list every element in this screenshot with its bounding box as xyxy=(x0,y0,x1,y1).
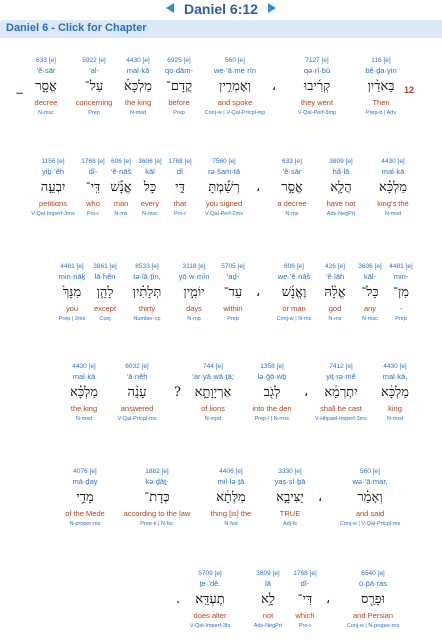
hebrew-word[interactable]: יִבְעֵ֣ה xyxy=(40,180,66,195)
morphology-link[interactable]: N-ms xyxy=(114,211,128,217)
strongs-link[interactable]: 4481 [e] xyxy=(389,263,413,270)
transliteration: bê·ḏa·yin xyxy=(365,66,397,75)
morphology-link[interactable]: Pro-r xyxy=(173,211,187,217)
morphology-link[interactable]: N-msc xyxy=(142,211,158,217)
transliteration: mal·kā xyxy=(126,66,150,75)
strongs-link[interactable]: 3809 [e] xyxy=(329,158,353,165)
morphology-link[interactable]: Prep xyxy=(395,316,407,322)
morphology-link[interactable]: N-ms xyxy=(285,211,299,217)
transliteration: min- xyxy=(393,272,409,281)
english-gloss: petitions xyxy=(39,199,67,208)
strongs-link[interactable]: 116 [e] xyxy=(371,57,391,64)
english-gloss: of lions xyxy=(201,404,225,413)
word-card xyxy=(266,468,314,527)
strongs-link[interactable]: 560 [e] xyxy=(360,468,380,475)
morphology-link[interactable]: Prep xyxy=(88,110,100,116)
english-gloss: and Persian xyxy=(352,611,394,620)
english-gloss: concerning xyxy=(75,98,113,107)
transliteration: tə·lā·ṯîn, xyxy=(133,272,161,281)
strongs-link[interactable]: 1882 [e] xyxy=(145,468,169,475)
strongs-link[interactable]: 744 [e] xyxy=(203,363,223,370)
transliteration: mal·kā xyxy=(72,372,96,381)
punctuation-mark: ، xyxy=(304,385,309,400)
word-card xyxy=(114,468,200,527)
english-gloss: of the Mede xyxy=(65,509,105,518)
hebrew-word[interactable]: מִן־ xyxy=(393,285,409,300)
morphology-link[interactable]: N-msd xyxy=(129,110,147,116)
english-gloss: and spoke xyxy=(217,98,253,107)
transliteration: mal·kā xyxy=(381,167,405,176)
hebrew-word[interactable]: אֱסָ֑ר xyxy=(35,79,57,94)
transliteration: lə·ḡō·wḇ xyxy=(257,372,287,381)
morphology-link[interactable]: N-fsd xyxy=(224,521,238,527)
english-gloss: the king xyxy=(124,98,152,107)
prev-verse-arrow-icon[interactable] xyxy=(166,3,174,13)
word-card xyxy=(118,57,158,116)
morphology-link[interactable]: Prep-l | N-msc xyxy=(254,416,290,422)
morphology-link[interactable]: Pro-r xyxy=(86,211,100,217)
transliteration: lā·hên xyxy=(94,272,116,281)
morphology-link[interactable]: N-msc xyxy=(362,316,378,322)
english-gloss: you signed xyxy=(205,199,243,208)
english-gloss: a decree xyxy=(277,199,307,208)
hebrew-word[interactable]: מָדַ֥י xyxy=(76,490,94,505)
strongs-link[interactable]: 4076 [e] xyxy=(73,468,97,475)
word-card xyxy=(136,158,164,217)
english-gloss: Then xyxy=(372,98,390,107)
hebrew-word[interactable]: תְּלָתִ֗ין xyxy=(132,285,162,300)
strongs-link[interactable]: 1768 [e] xyxy=(293,570,317,577)
word-card xyxy=(172,263,216,322)
morphology-link[interactable]: V-Qal-Perf-3mp xyxy=(297,110,337,116)
hebrew-word[interactable]: כָּל xyxy=(143,180,157,195)
hebrew-word[interactable]: מִנָּךְ֙ xyxy=(62,285,82,300)
morphology-link[interactable]: N-msd xyxy=(386,416,404,422)
word-card xyxy=(26,57,66,116)
hebrew-word[interactable]: וְאָמַ֗ר xyxy=(357,490,383,505)
word-card xyxy=(288,570,322,629)
strongs-link[interactable]: 3861 [e] xyxy=(93,263,117,270)
english-gloss: answered xyxy=(120,404,154,413)
strongs-link[interactable]: 8533 [e] xyxy=(135,263,159,270)
punctuation-mark: ، xyxy=(256,285,261,300)
word-card xyxy=(106,363,168,422)
transliteration: mal·kā, xyxy=(382,372,408,381)
transliteration: ‘al- xyxy=(88,66,99,75)
chapter-link[interactable]: Daniel 6 - Click for Chapter xyxy=(6,22,147,34)
english-gloss: any xyxy=(363,304,377,313)
transliteration: mā·ḏay xyxy=(72,477,98,486)
transliteration: yō·w·mîn xyxy=(178,272,210,281)
strongs-link[interactable]: 6540 [e] xyxy=(361,570,385,577)
morphology-link[interactable]: Conj xyxy=(99,316,111,322)
punctuation-mark: ، xyxy=(272,79,277,94)
strongs-link[interactable]: 560 [e] xyxy=(225,57,245,64)
english-gloss: within xyxy=(223,304,243,313)
word-card xyxy=(266,263,322,322)
morphology-link[interactable]: Pro-r xyxy=(298,623,312,629)
transliteration: ’ĕ·sār xyxy=(36,66,56,75)
transliteration: wə·’ā·mar, xyxy=(352,477,388,486)
strongs-link[interactable]: 3809 [e] xyxy=(256,570,280,577)
word-card xyxy=(352,263,388,322)
hebrew-word[interactable]: דִּ֣י xyxy=(175,180,185,195)
strongs-link[interactable]: 7412 [e] xyxy=(329,363,353,370)
hebrew-word[interactable]: יִתְרְמֵ֔א xyxy=(324,385,358,400)
english-gloss: king xyxy=(388,404,402,413)
transliteration: hă·lā xyxy=(332,167,350,176)
strongs-link[interactable]: 606 [e] xyxy=(111,158,131,165)
english-gloss: they went xyxy=(300,98,334,107)
english-gloss: you xyxy=(65,304,79,313)
english-gloss: who xyxy=(86,199,100,208)
hebrew-word[interactable]: מִלְּתָ֔א xyxy=(216,490,246,505)
transliteration: ’ĕ·nāš xyxy=(110,167,132,176)
word-card xyxy=(318,158,364,217)
morphology-link[interactable]: Conj-w | V-Qal-Prtcpl-mp xyxy=(204,110,266,116)
strongs-link[interactable]: 1768 [e] xyxy=(81,158,105,165)
word-card xyxy=(322,468,418,527)
word-card xyxy=(166,158,194,217)
chapter-bar xyxy=(0,20,442,38)
morphology-link[interactable]: V-Qal-Imperf-3ms xyxy=(31,211,75,217)
transliteration: ū·p̄ā·ras xyxy=(359,579,387,588)
english-gloss: days xyxy=(186,304,202,313)
strongs-link[interactable]: 5705 [e] xyxy=(221,263,245,270)
word-card xyxy=(374,363,416,422)
english-gloss: which xyxy=(295,611,315,620)
morphology-link[interactable]: N-msd xyxy=(384,211,402,217)
transliteration: ‘ā·nêh xyxy=(126,372,148,381)
strongs-link[interactable]: 4481 [e] xyxy=(60,263,84,270)
dash-mark: – xyxy=(16,85,24,100)
hebrew-word[interactable]: אֱלָ֨הּ xyxy=(324,285,346,300)
strongs-link[interactable]: 4430 [e] xyxy=(72,363,96,370)
strongs-link[interactable]: 1768 [e] xyxy=(168,158,192,165)
word-card xyxy=(78,158,108,217)
strongs-link[interactable]: 5922 [e] xyxy=(82,57,106,64)
hebrew-word[interactable]: לָהֵ֤ן xyxy=(96,285,114,300)
hebrew-word[interactable]: תֶעְדֵּֽא׃ xyxy=(195,592,225,607)
word-card xyxy=(160,57,198,116)
hebrew-word[interactable]: לְגֹ֖ב xyxy=(263,385,281,400)
hebrew-word[interactable]: עַל־ xyxy=(84,79,104,94)
verse-header xyxy=(0,0,442,18)
hebrew-word[interactable]: כְּדָת־ xyxy=(144,490,170,505)
morphology-link[interactable]: Adv-NegPrt xyxy=(326,211,356,217)
transliteration: qo·dām- xyxy=(165,66,193,75)
strongs-link[interactable]: 4430 [e] xyxy=(126,57,150,64)
hebrew-word[interactable]: כָּל־ xyxy=(361,285,379,300)
word-card xyxy=(248,363,296,422)
english-gloss: every xyxy=(140,199,160,208)
punctuation-mark: ? xyxy=(174,385,181,400)
hebrew-word[interactable]: אֱסָ֣ר xyxy=(281,180,303,195)
transliteration: dî- xyxy=(88,167,98,176)
word-card xyxy=(122,263,172,322)
word-card xyxy=(28,158,78,217)
word-card xyxy=(180,570,240,629)
hebrew-word[interactable]: עָנֵ֨ה xyxy=(127,385,147,400)
word-card xyxy=(308,363,374,422)
transliteration: dî- xyxy=(300,579,310,588)
strongs-link[interactable]: 3606 [e] xyxy=(138,158,162,165)
transliteration: ’ĕ·lāh xyxy=(325,272,345,281)
word-card xyxy=(352,57,410,116)
morphology-link[interactable]: Number-cp xyxy=(133,316,161,322)
strongs-link[interactable]: 426 [e] xyxy=(325,263,345,270)
english-gloss: and said xyxy=(355,509,385,518)
hebrew-word[interactable]: וְאָמְרִ֣ין xyxy=(219,79,251,94)
english-gloss: the king xyxy=(70,404,98,413)
strongs-link[interactable]: 4406 [e] xyxy=(219,468,243,475)
morphology-link[interactable]: Prep-k | N-fsc xyxy=(140,521,174,527)
word-card xyxy=(384,263,418,322)
word-card xyxy=(202,57,268,116)
english-gloss: king's the xyxy=(377,199,409,208)
word-card xyxy=(286,57,348,116)
hebrew-word[interactable]: מַלְכָּ֗א xyxy=(70,385,98,400)
morphology-link[interactable]: N-msd xyxy=(75,416,93,422)
strongs-link[interactable]: 3118 [e] xyxy=(182,263,206,270)
morphology-link[interactable]: N-mpd xyxy=(204,416,222,422)
morphology-link[interactable]: Conj-w | N-proper-ms xyxy=(346,623,400,629)
punctuation-mark: ، xyxy=(318,490,323,505)
english-gloss: not xyxy=(262,611,274,620)
hebrew-word[interactable]: אַרְיָוָתָ֑א xyxy=(194,385,232,400)
strongs-link[interactable]: 606 [e] xyxy=(284,263,304,270)
transliteration: min·nāḵ xyxy=(58,272,86,281)
morphology-link[interactable]: N-mp xyxy=(187,316,201,322)
strongs-link[interactable]: 3330 [e] xyxy=(278,468,302,475)
word-card xyxy=(244,570,292,629)
morphology-link[interactable]: N-msc xyxy=(38,110,54,116)
english-gloss: man xyxy=(113,199,129,208)
english-gloss: that xyxy=(173,199,187,208)
strongs-link[interactable]: 4430 [e] xyxy=(383,363,407,370)
english-gloss: god xyxy=(328,304,342,313)
morphology-link[interactable]: V-Qal-Perf-2ms xyxy=(205,211,243,217)
word-card xyxy=(366,158,420,217)
english-gloss: have not xyxy=(326,199,356,208)
strongs-link[interactable]: 633 [e] xyxy=(282,158,302,165)
transliteration: ṯe·‘dê. xyxy=(199,579,221,588)
strongs-link[interactable]: 1358 [e] xyxy=(260,363,284,370)
transliteration: yiṯ·rə·mê xyxy=(326,372,356,381)
morphology-link[interactable]: N-proper-ms xyxy=(69,521,101,527)
transliteration: yaṣ·ṣî·ḇā xyxy=(274,477,306,486)
strongs-link[interactable]: 633 [e] xyxy=(36,57,56,64)
hebrew-word[interactable]: לָ֥א xyxy=(261,592,275,607)
strongs-link[interactable]: 6925 [e] xyxy=(167,57,191,64)
transliteration: dî xyxy=(176,167,184,176)
word-card xyxy=(54,263,90,322)
morphology-link[interactable]: V-Hitpael-Imperf-3ms xyxy=(315,416,367,422)
english-gloss: according to the law xyxy=(123,509,191,518)
hebrew-word[interactable]: קֳדָם־ xyxy=(165,79,193,94)
english-gloss: thing [is] the xyxy=(210,509,252,518)
english-gloss: - xyxy=(399,304,403,313)
page-title: Daniel 6:12 xyxy=(184,1,258,17)
morphology-link[interactable]: Prep-b | Adv xyxy=(365,110,397,116)
hebrew-word[interactable]: מַלְכָּ֔א xyxy=(381,385,409,400)
morphology-link[interactable]: V-Qal-Prtcpl-ms xyxy=(117,416,157,422)
word-card xyxy=(56,468,114,527)
transliteration: mil·lə·ṯā xyxy=(217,477,245,486)
word-card xyxy=(216,263,250,322)
morphology-link[interactable]: Prep xyxy=(173,110,185,116)
morphology-link[interactable]: Conj-w | N-ms xyxy=(276,316,312,322)
hebrew-word[interactable]: בֵּאדַ֨יִן xyxy=(367,79,395,94)
strongs-link[interactable]: 6032 [e] xyxy=(125,363,149,370)
hebrew-word[interactable]: דִּֽי־ xyxy=(85,180,101,195)
morphology-link[interactable]: Prep | 2ms xyxy=(58,316,86,322)
hebrew-word[interactable]: מַלְכָּ֗א xyxy=(379,180,407,195)
english-gloss: does alter xyxy=(193,611,227,620)
strongs-link[interactable]: 7127 [e] xyxy=(305,57,329,64)
punctuation-mark: ، xyxy=(256,180,261,195)
word-card xyxy=(318,263,352,322)
hebrew-word[interactable]: אֱנָ֡שׁ xyxy=(110,180,132,195)
english-gloss: into the den xyxy=(252,404,292,413)
word-card xyxy=(106,158,136,217)
transliteration: ‘aḏ- xyxy=(226,272,240,281)
punctuation-mark: ، xyxy=(326,592,331,607)
transliteration: ’ar·yā·wā·ṯā; xyxy=(192,372,234,381)
word-card xyxy=(270,158,314,217)
hebrew-word[interactable]: מַלְכָּא֒ xyxy=(124,79,152,94)
hebrew-word[interactable]: יוֹמִ֣ין xyxy=(183,285,205,300)
transliteration: we·’ā·me·rîn xyxy=(213,66,257,75)
morphology-link[interactable]: Adv-NegPrt xyxy=(253,623,283,629)
strongs-link[interactable]: 7560 [e] xyxy=(212,158,236,165)
transliteration: kāl xyxy=(145,167,155,176)
word-card xyxy=(70,57,118,116)
hebrew-word[interactable]: דִּי־ xyxy=(297,592,313,607)
hebrew-word[interactable]: וֶאֱנָ֜שׁ xyxy=(281,285,307,300)
hebrew-word[interactable]: רְשַׁ֡מְתָּ xyxy=(208,180,240,195)
hebrew-word[interactable]: יַצִּיבָ֣א xyxy=(276,490,304,505)
next-verse-arrow-icon[interactable] xyxy=(268,3,276,13)
english-gloss: decree xyxy=(34,98,58,107)
english-gloss: before xyxy=(168,98,190,107)
strongs-link[interactable]: 4430 [e] xyxy=(381,158,405,165)
hebrew-word[interactable]: הֲלָ֧א xyxy=(330,180,352,195)
english-gloss: thirty xyxy=(138,304,156,313)
transliteration: yiḇ·‘êh xyxy=(41,167,65,176)
english-gloss: TRUE xyxy=(279,509,301,518)
word-card xyxy=(196,158,252,217)
hebrew-word[interactable]: וּפָרַ֖ס xyxy=(361,592,385,607)
transliteration: qə·rî·bū xyxy=(303,66,331,75)
morphology-link[interactable]: Adj-fs xyxy=(282,521,298,527)
strongs-link[interactable]: 5709 [e] xyxy=(198,570,222,577)
morphology-link[interactable]: Prep xyxy=(227,316,239,322)
word-card xyxy=(200,468,262,527)
hebrew-word[interactable]: עַד־ xyxy=(223,285,243,300)
word-card xyxy=(330,570,416,629)
transliteration: kə·ḏāṯ- xyxy=(145,477,169,486)
word-card xyxy=(88,263,122,322)
morphology-link[interactable]: V-Qal-Imperf-3fs xyxy=(189,623,231,629)
morphology-link[interactable]: Conj-w | V-Qal-Prtcpl-ms xyxy=(339,521,401,527)
transliteration: ’ĕ·sār xyxy=(282,167,302,176)
strongs-link[interactable]: 1156 [e] xyxy=(41,158,65,165)
english-gloss: or man xyxy=(282,304,306,313)
word-card xyxy=(62,363,106,422)
english-gloss: except xyxy=(93,304,117,313)
hebrew-word[interactable]: קְרִ֜יבוּ xyxy=(303,79,331,94)
transliteration: we·’ĕ·nāš xyxy=(277,272,311,281)
english-gloss: shall be cast xyxy=(320,404,362,413)
transliteration: kāl- xyxy=(363,272,377,281)
punctuation-mark: . xyxy=(176,592,181,607)
strongs-link[interactable]: 3606 [e] xyxy=(358,263,382,270)
transliteration: rə·šam·tā xyxy=(207,167,241,176)
transliteration: lā xyxy=(265,579,271,588)
morphology-link[interactable]: N-ms xyxy=(328,316,342,322)
verse-number: 12 xyxy=(404,85,415,95)
word-card xyxy=(180,363,246,422)
